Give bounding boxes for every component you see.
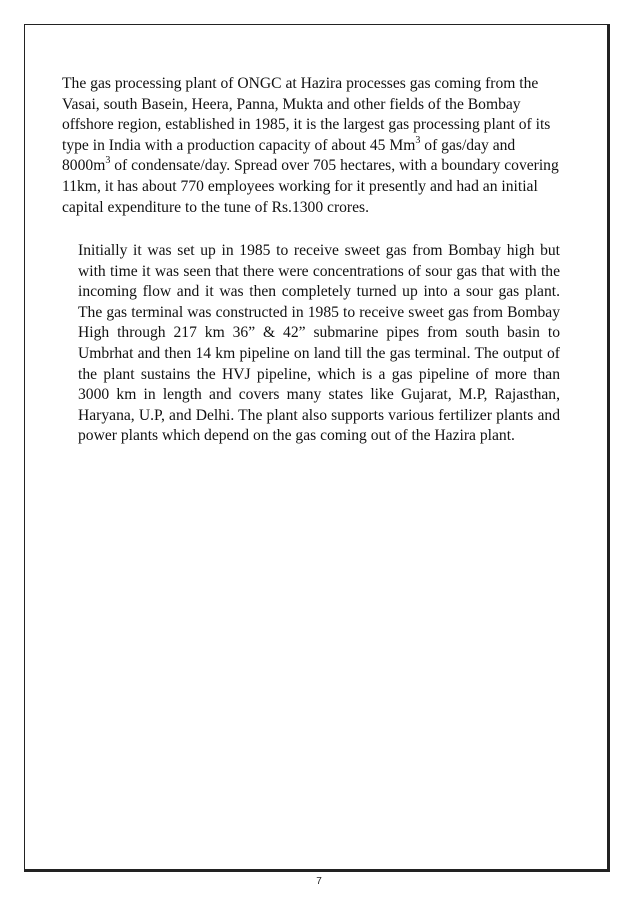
history-paragraph: Initially it was set up in 1985 to receive sweet gas from Bombay high but with time it was seen that there were concentrations of sour gas that with the incoming flow and it was then completely turned up into a sour gas plant. The gas terminal was constructed in 1985 to receive sweet gas from Bombay High through 217 km 36” & 42” submarine pipes from south basin to Umbrhat and then 14 km pipeline on land till the gas terminal. The output of the plant sustains the HVJ pipeline, which is a gas pipeline of more than 3000 km in length and covers many states like Gujarat, M.P, Rajasthan, Haryana, U.P, and Delhi. The plant also supports various fertilizer plants and power plants which depend on the gas coming out of the Hazira plant. <box>78 242 560 445</box>
intro-text-part1: The gas processing plant of ONGC at Hazira processes gas coming from the Vasai, south Basein, Heera, Panna, Mukta and other fields of the Bombay offshore region, established in 1985, it is the largest gas processing plant of its type in India with a production capacity of about 45 Mm <box>62 75 551 154</box>
page-number: 7 <box>316 876 322 887</box>
superscript-cubed-1: 3 <box>415 134 421 146</box>
intro-text-part3: of condensate/day. Spread over 705 hectares, with a boundary covering 11km, it has about 770 employees working for it presently and had an initial capital expenditure to the tune of Rs.1300 crores. <box>62 157 559 216</box>
intro-paragraph <box>62 74 562 218</box>
superscript-cubed-2: 3 <box>105 155 111 167</box>
intro-text-part2: of gas/day and 8000m <box>62 136 516 175</box>
